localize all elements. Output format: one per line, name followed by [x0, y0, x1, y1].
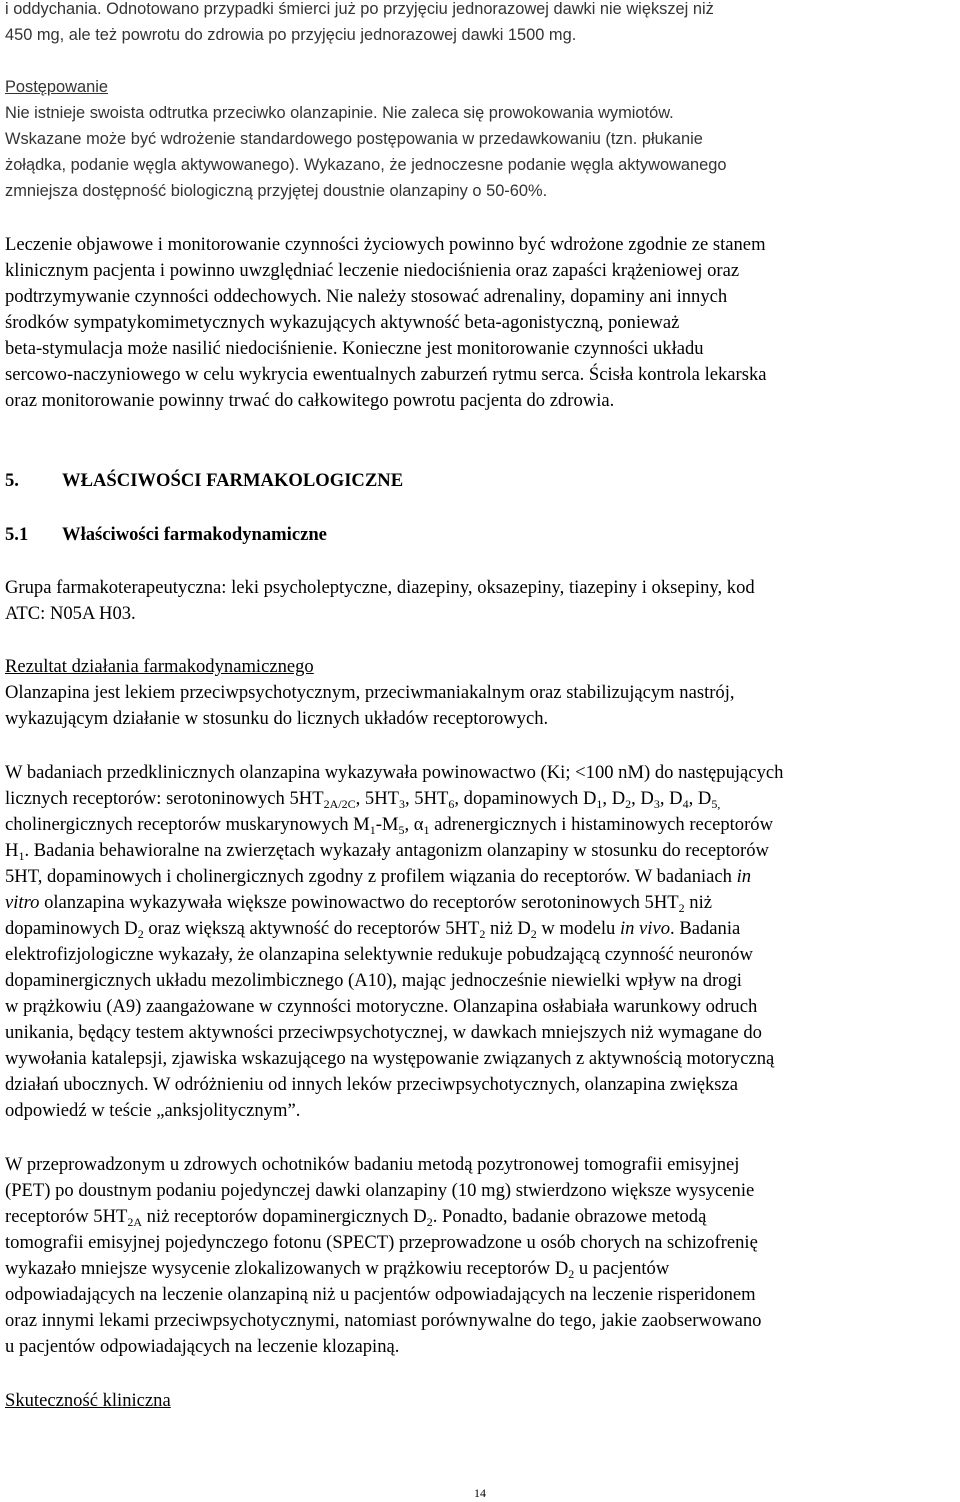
pet-text-line: odpowiadających na leczenie olanzapiną niż u pacjentów odpowiadających na leczenie risperidonem [5, 1284, 756, 1305]
preclinical-text-line: elektrofizjologiczne wykazały, że olanzapina selektywnie redukuje pobudzającą czynność neuronów [5, 944, 753, 965]
overdose-text-line: i oddychania. Odnotowano przypadki śmierci już po przyjęciu jednorazowej dawki nie większej niż [5, 0, 714, 18]
overdose-text-line: 450 mg, ale też powrotu do zdrowia po przyjęciu jednorazowej dawki 1500 mg. [5, 26, 577, 44]
management-text-line: zmniejsza dostępność biologiczną przyjętej doustnie olanzapiny o 50-60%. [5, 182, 548, 200]
management-text-line: Nie istnieje swoista odtrutka przeciwko olanzapinie. Nie zaleca się prowokowania wymiotów. [5, 104, 674, 122]
preclinical-text-line: $H_1$. Badania behawioralne na zwierzętach wykazały antagonizm olanzapiny w stosunku do receptorów [5, 840, 769, 863]
pet-text-line: W przeprowadzonym u zdrowych ochotników badaniu metodą pozytronowej tomografii emisyjnej [5, 1154, 740, 1175]
preclinical-text-line: wywołania katalepsji, zjawiska wskazującego na występowanie związanych z aktywnością motoryczną [5, 1048, 775, 1069]
pet-text-line: tomografii emisyjnej pojedynczego fotonu (SPECT) przeprowadzone u osób chorych na schizofrenię [5, 1232, 758, 1253]
preclinical-text-line: dopaminergicznych układu mezolimbicznego (A10), mając jednocześnie niewielki wpływ na drogi [5, 970, 742, 991]
preclinical-text-line: licznych receptorów: serotoninowych $5HT_{2A/2C}$, $5HT_3$, $5HT_6$, dopaminowych $D_1$, $D_2$, $D_3$, $D_4$, $D_{5,}$ [5, 788, 721, 811]
mechanism-text-line: wykazującym działanie w stosunku do licznych układów receptorowych. [5, 708, 549, 729]
clinical-efficacy-heading: Skuteczność kliniczna [5, 1390, 171, 1411]
preclinical-text-line: działań ubocznych. W odróżnieniu od innych leków przeciwpsychotycznych, olanzapina zwiększa [5, 1074, 738, 1095]
symptomatic-text-line: sercowo-naczyniowego w celu wykrycia ewentualnych zaburzeń rytmu serca. Ścisła kontrola lekarska [5, 364, 767, 385]
preclinical-text-line: 5HT, dopaminowych i cholinergicznych zgodny z profilem wiązania do receptorów. W badaniach in [5, 866, 752, 887]
section-title: WŁAŚCIWOŚCI FARMAKOLOGICZNE [62, 470, 404, 491]
symptomatic-text-line: podtrzymywanie czynności oddechowych. Nie należy stosować adrenaliny, dopaminy ani innych [5, 286, 728, 307]
mechanism-text-line: Olanzapina jest lekiem przeciwpsychotycznym, przeciwmaniakalnym oraz stabilizującym nastrój, [5, 682, 735, 703]
pet-text-line: receptorów $5HT_{2A}$ niż receptorów dopaminergicznych $D_2$. Ponadto, badanie obrazowe metodą [5, 1206, 707, 1229]
pharmaco-group-line: ATC: N05A H03. [5, 603, 136, 624]
section-number: 5.1 [5, 524, 29, 545]
preclinical-text-line: W badaniach przedklinicznych olanzapina wykazywała powinowactwo (Ki; <100 nM) do następujących [5, 762, 784, 783]
preclinical-text-line: cholinergicznych receptorów muskarynowych $M_1-M_5$, $\alpha_1$ adrenergicznych i histaminowych receptorów [5, 814, 773, 837]
symptomatic-text-line: oraz monitorowanie powinny trwać do całkowitego powrotu pacjenta do zdrowia. [5, 390, 615, 411]
management-text-line: Wskazane może być wdrożenie standardowego postępowania w przedawkowaniu (tzn. płukanie [5, 130, 703, 148]
section-5-heading [5, 470, 403, 492]
pet-text-line: oraz innymi lekami przeciwpsychotycznymi, natomiast porównywalne do tego, jakie zaobserwowano [5, 1310, 762, 1331]
mechanism-heading: Rezultat działania farmakodynamicznego [5, 656, 314, 677]
symptomatic-text-line: klinicznym pacjenta i powinno uwzględniać leczenie niedociśnienia oraz zapaści krążeniowej oraz [5, 260, 740, 281]
section-number: 5. [5, 470, 19, 491]
symptomatic-text-line: beta-stymulacja może nasilić niedociśnienie. Konieczne jest monitorowanie czynności układu [5, 338, 704, 359]
management-text-line: żołądka, podanie węgla aktywowanego). Wykazano, że jednoczesne podanie węgla aktywowanego [5, 156, 727, 174]
pet-text-line: wykazało mniejsze wysycenie zlokalizowanych w prążkowiu receptorów $D_2$ u pacjentów [5, 1258, 670, 1281]
preclinical-text-line: vitro olanzapina wykazywała większe powinowactwo do receptorów serotoninowych $5HT_2$ niż [5, 892, 713, 915]
page-number: 14 [474, 1486, 486, 1500]
symptomatic-text-line: środków sympatykomimetycznych wykazujących aktywność beta-agonistyczną, ponieważ [5, 312, 680, 333]
preclinical-text-line: w prążkowiu (A9) zaangażowane w czynności motoryczne. Olanzapina osłabiała warunkowy odruch [5, 996, 758, 1017]
preclinical-text-line: odpowiedź w teście „anksjolitycznym”. [5, 1100, 301, 1121]
section-title: Właściwości farmakodynamiczne [62, 524, 327, 545]
preclinical-text-line: dopaminowych $D_2$ oraz większą aktywność do receptorów $5HT_2$ niż $D_2$ w modelu in vivo. Badania [5, 918, 741, 941]
preclinical-text-line: unikania, będący testem aktywności przeciwpsychotycznej, w dawkach mniejszych niż wymagane do [5, 1022, 762, 1043]
pet-text-line: (PET) po doustnym podaniu pojedynczej dawki olanzapiny (10 mg) stwierdzono większe wysycenie [5, 1180, 755, 1201]
pharmaco-group-line: Grupa farmakoterapeutyczna: leki psycholeptyczne, diazepiny, oksazepiny, tiazepiny i oksepiny, kod [5, 577, 755, 598]
management-heading: Postępowanie [5, 78, 108, 96]
section-5-1-heading [5, 524, 327, 546]
symptomatic-text-line: Leczenie objawowe i monitorowanie czynności życiowych powinno być wdrożone zgodnie ze stanem [5, 234, 766, 255]
pet-text-line: u pacjentów odpowiadających na leczenie klozapiną. [5, 1336, 400, 1357]
